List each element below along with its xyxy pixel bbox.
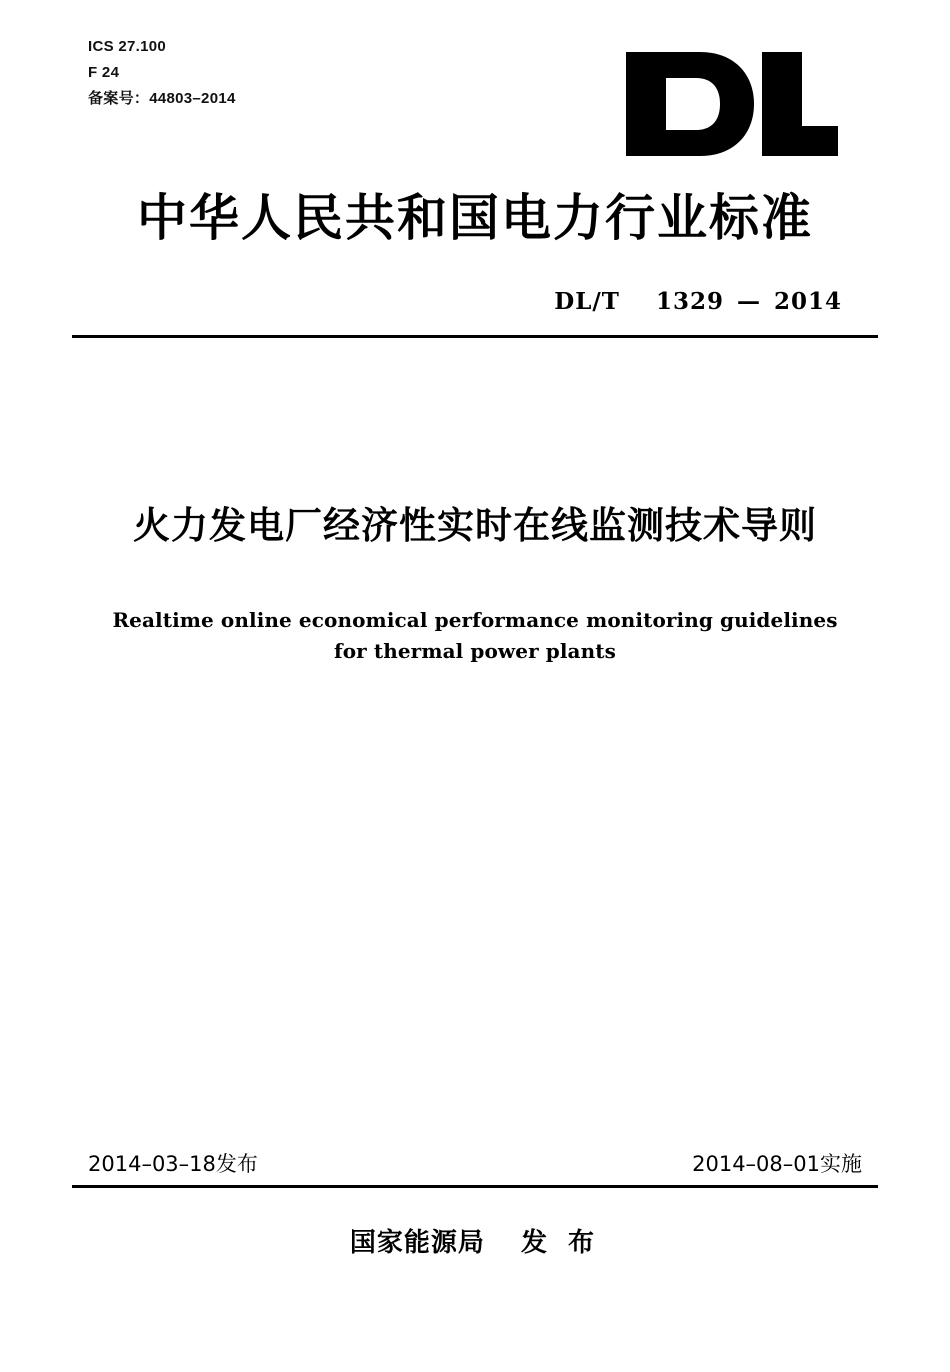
classification-code: F 24: [88, 64, 120, 81]
divider-bottom: [72, 1185, 878, 1188]
document-title-english-line1: Realtime online economical performance monitoring guidelines: [112, 608, 838, 632]
standard-number-dash: —: [736, 288, 761, 315]
publisher-name: 国家能源局: [349, 1228, 485, 1258]
dl-logo-icon: [622, 48, 842, 160]
issue-date: 2014–03–18发布: [88, 1152, 258, 1176]
standard-number: [554, 288, 842, 315]
record-number: 备案号：44803–2014: [88, 90, 236, 107]
standard-number-year: 2014: [773, 288, 842, 315]
standard-number-value: 1329: [655, 288, 724, 315]
ics-code: ICS 27.100: [88, 38, 167, 55]
publisher: [0, 1222, 950, 1259]
document-title-english-line2: for thermal power plants: [334, 639, 616, 663]
page-title: 中华人民共和国电力行业标准: [137, 188, 813, 247]
header-codes: [88, 34, 236, 112]
publisher-verb: 发 布: [521, 1228, 601, 1258]
document-title-chinese: 火力发电厂经济性实时在线监测技术导则: [133, 504, 817, 547]
standard-number-prefix: DL/T: [554, 288, 620, 315]
divider-top: [72, 335, 878, 338]
effective-date: 2014–08–01实施: [692, 1152, 862, 1176]
document-title-english: [0, 605, 950, 667]
